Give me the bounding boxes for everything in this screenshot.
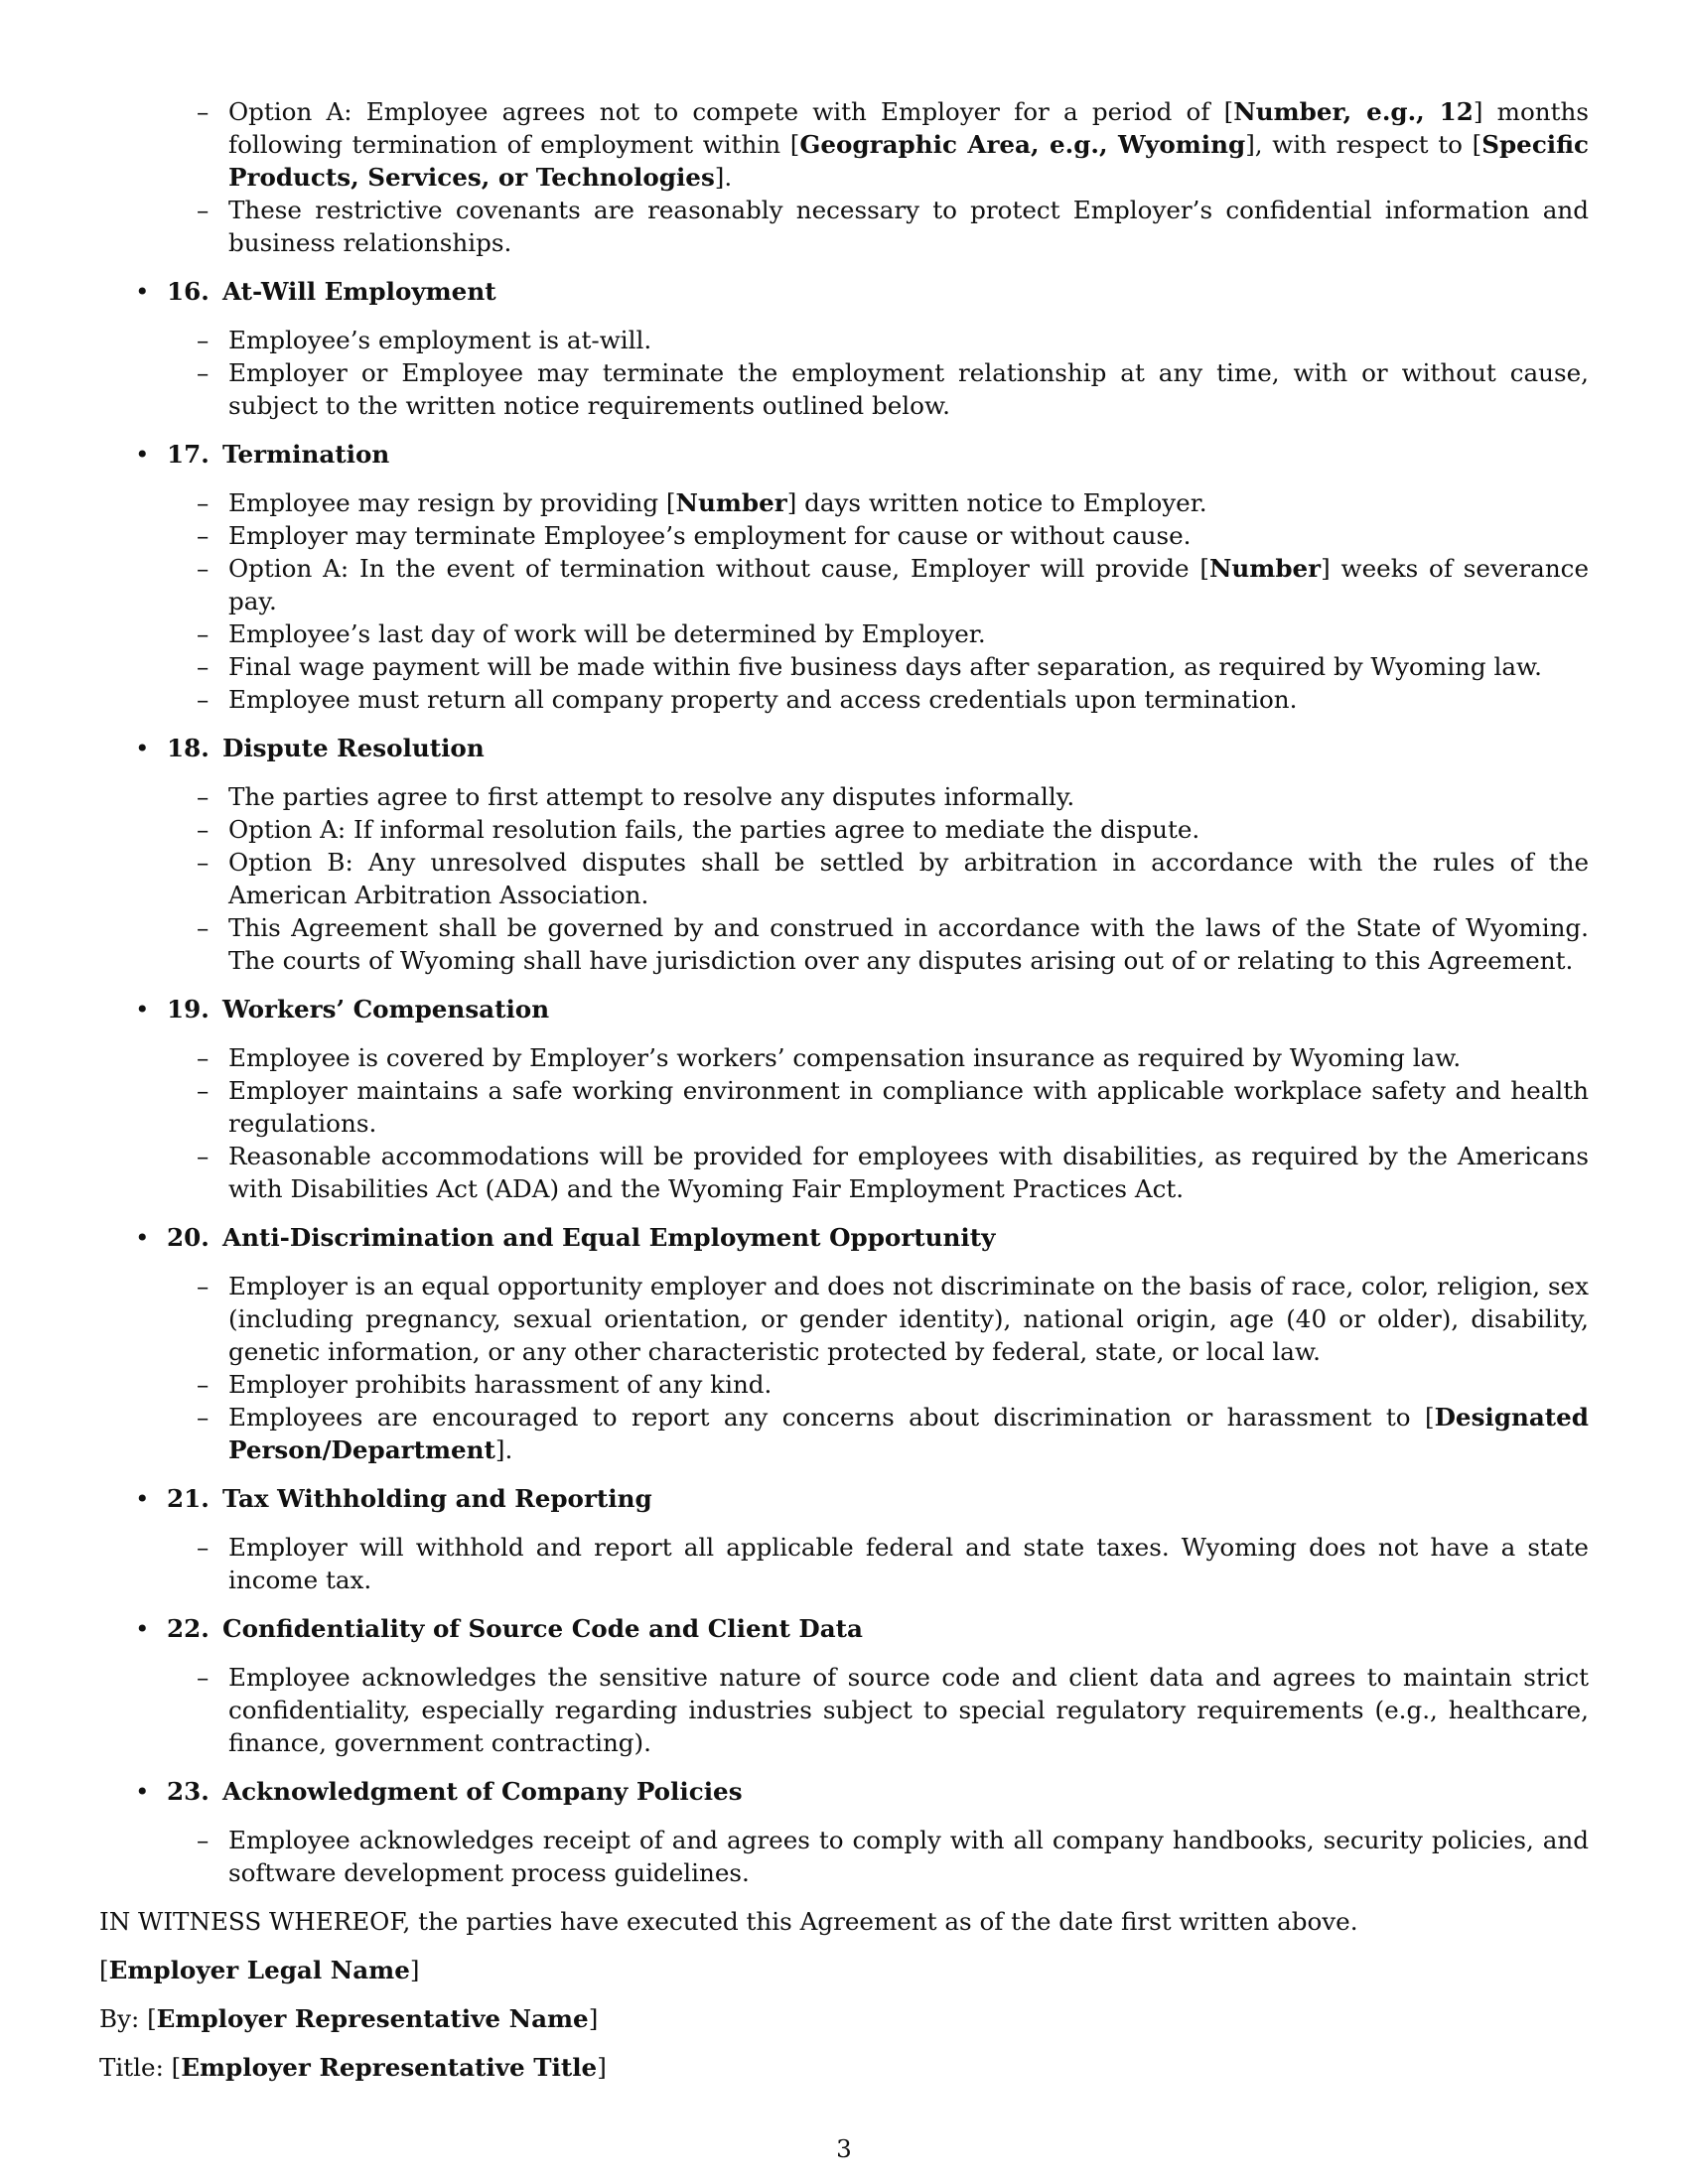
list-item: – Employer will withhold and report all applicable federal and state taxes. Wyoming does not have a state income tax. [197,1533,1589,1594]
dash-marker: – [197,1663,210,1692]
section-22-list [99,1661,1589,1759]
placeholder-field: Geographic Area, e.g., Wyoming [799,130,1246,159]
dash-marker: – [197,685,210,714]
list-item: – Reasonable accommodations will be provided for employees with disabilities, as required by the Americans with Disabilities Act (ADA) and the Wyoming Fair Employment Practices Act. [197,1142,1589,1203]
section-heading-20: • 20. Anti-Discrimination and Equal Employment Opportunity [135,1223,996,1252]
dash-marker: – [197,913,210,942]
section-21-list [99,1531,1589,1596]
list-item: – Employer maintains a safe working environment in compliance with applicable workplace safety and health regulations. [197,1076,1589,1138]
dash-marker: – [197,1272,210,1300]
by-line: By: [Employer Representative Name] [99,2004,599,2033]
noncompete-list [99,95,1589,259]
list-item: – Employer is an equal opportunity employer and does not discriminate on the basis of race, color, religion, sex (including pregnancy, sexual orientation, or gender identity), national origin, age (40 or older), disability, genetic information, or any other characteristic protected by federal, state, or local law. [197,1272,1589,1366]
dash-marker: – [197,782,210,811]
dash-marker: – [197,1142,210,1170]
dash-marker: – [197,554,210,583]
dash-marker: – [197,1370,210,1399]
title-line: Title: [Employer Representative Title] [99,2053,607,2082]
section-20-list [99,1270,1589,1466]
list-item: – Employee’s employment is at-will. [197,326,652,354]
section-heading-21: • 21. Tax Withholding and Reporting [135,1484,652,1513]
dash-marker: – [197,1043,210,1072]
section-heading-18: • 18. Dispute Resolution [135,734,485,762]
list-item: – Final wage payment will be made within five business days after separation, as required by Wyoming law. [197,652,1542,681]
list-item: – Employer may terminate Employee’s employment for cause or without cause. [197,521,1192,550]
dash-marker: – [197,619,210,648]
dash-marker: – [197,196,210,224]
section-heading-23: • 23. Acknowledgment of Company Policies [135,1777,743,1806]
bullet-marker: • [135,1614,150,1643]
list-item: – Option A: Employee agrees not to compete with Employer for a period of [Number, e.g., 12] months following termination of employment within [Geographic Area, e.g., Wyoming], with respect to [Specific Products, Services, or Technologies]. [197,97,1589,192]
section-heading-17: • 17. Termination [135,440,390,469]
dash-marker: – [197,1076,210,1105]
list-item: – Employees are encouraged to report any concerns about discrimination or harassment to [Designated Person/Department]. [197,1403,1589,1464]
list-item: – Employee is covered by Employer’s workers’ compensation insurance as required by Wyoming law. [197,1043,1462,1072]
bullet-marker: • [135,1484,150,1513]
list-item: – Employee must return all company property and access credentials upon termination. [197,685,1298,714]
bullet-marker: • [135,734,150,762]
placeholder-field: Specific Products, Services, or Technologies [228,130,1589,192]
dash-marker: – [197,815,210,844]
placeholder-field: Number, e.g., 12 [1233,97,1474,126]
section-19-list [99,1041,1589,1205]
employer-legal-name-line: [Employer Legal Name] [99,1956,420,1984]
placeholder-field: Designated Person/Department [228,1403,1589,1464]
bullet-marker: • [135,277,150,306]
dash-marker: – [197,1533,210,1562]
dash-marker: – [197,358,210,387]
section-18-list [99,780,1589,977]
placeholder-field: Number [675,488,787,517]
section-16-list [99,324,1589,422]
list-item: – Employee’s last day of work will be determined by Employer. [197,619,986,648]
list-item: – Option A: In the event of termination without cause, Employer will provide [Number] weeks of severance pay. [197,554,1589,615]
list-item: – Option A: If informal resolution fails, the parties agree to mediate the dispute. [197,815,1200,844]
list-item: – These restrictive covenants are reasonably necessary to protect Employer’s confidential information and business relationships. [197,196,1589,257]
list-item: – Employee may resign by providing [Number] days written notice to Employer. [197,488,1207,517]
placeholder-field: Employer Legal Name [108,1956,410,1984]
dash-marker: – [197,652,210,681]
bullet-marker: • [135,995,150,1024]
list-item: – This Agreement shall be governed by and construed in accordance with the laws of the State of Wyoming. The courts of Wyoming shall have jurisdiction over any disputes arising out of or relating to this Agreement. [197,913,1589,975]
witness-clause: IN WITNESS WHEREOF, the parties have executed this Agreement as of the date first written above. [99,1907,1358,1936]
list-item: – Employer or Employee may terminate the employment relationship at any time, with or without cause, subject to the written notice requirements outlined below. [197,358,1589,420]
dash-marker: – [197,521,210,550]
section-heading-19: • 19. Workers’ Compensation [135,995,550,1024]
placeholder-field: Employer Representative Title [181,2053,598,2082]
bullet-marker: • [135,1223,150,1252]
document-page [99,95,1589,2084]
dash-marker: – [197,1826,210,1854]
dash-marker: – [197,1403,210,1432]
dash-marker: – [197,97,210,126]
placeholder-field: Number [1208,554,1322,583]
list-item: – Employee acknowledges the sensitive nature of source code and client data and agrees to maintain strict confidentiality, especially regarding industries subject to special regulatory requirements (e.g., healthcare, finance, government contracting). [197,1663,1589,1757]
bullet-marker: • [135,440,150,469]
list-item: – The parties agree to first attempt to resolve any disputes informally. [197,782,1075,811]
section-heading-22: • 22. Confidentiality of Source Code and Client Data [135,1614,863,1643]
dash-marker: – [197,326,210,354]
placeholder-field: Employer Representative Name [156,2004,589,2033]
bullet-marker: • [135,1777,150,1806]
list-item: – Employer prohibits harassment of any kind. [197,1370,773,1399]
section-23-list [99,1824,1589,1889]
dash-marker: – [197,848,210,877]
list-item: – Option B: Any unresolved disputes shall be settled by arbitration in accordance with the rules of the American Arbitration Association. [197,848,1589,909]
section-heading-16: • 16. At-Will Employment [135,277,496,306]
page-number: 3 [836,2134,852,2163]
dash-marker: – [197,488,210,517]
list-item: – Employee acknowledges receipt of and agrees to comply with all company handbooks, security policies, and software development process guidelines. [197,1826,1589,1887]
section-17-list [99,486,1589,716]
